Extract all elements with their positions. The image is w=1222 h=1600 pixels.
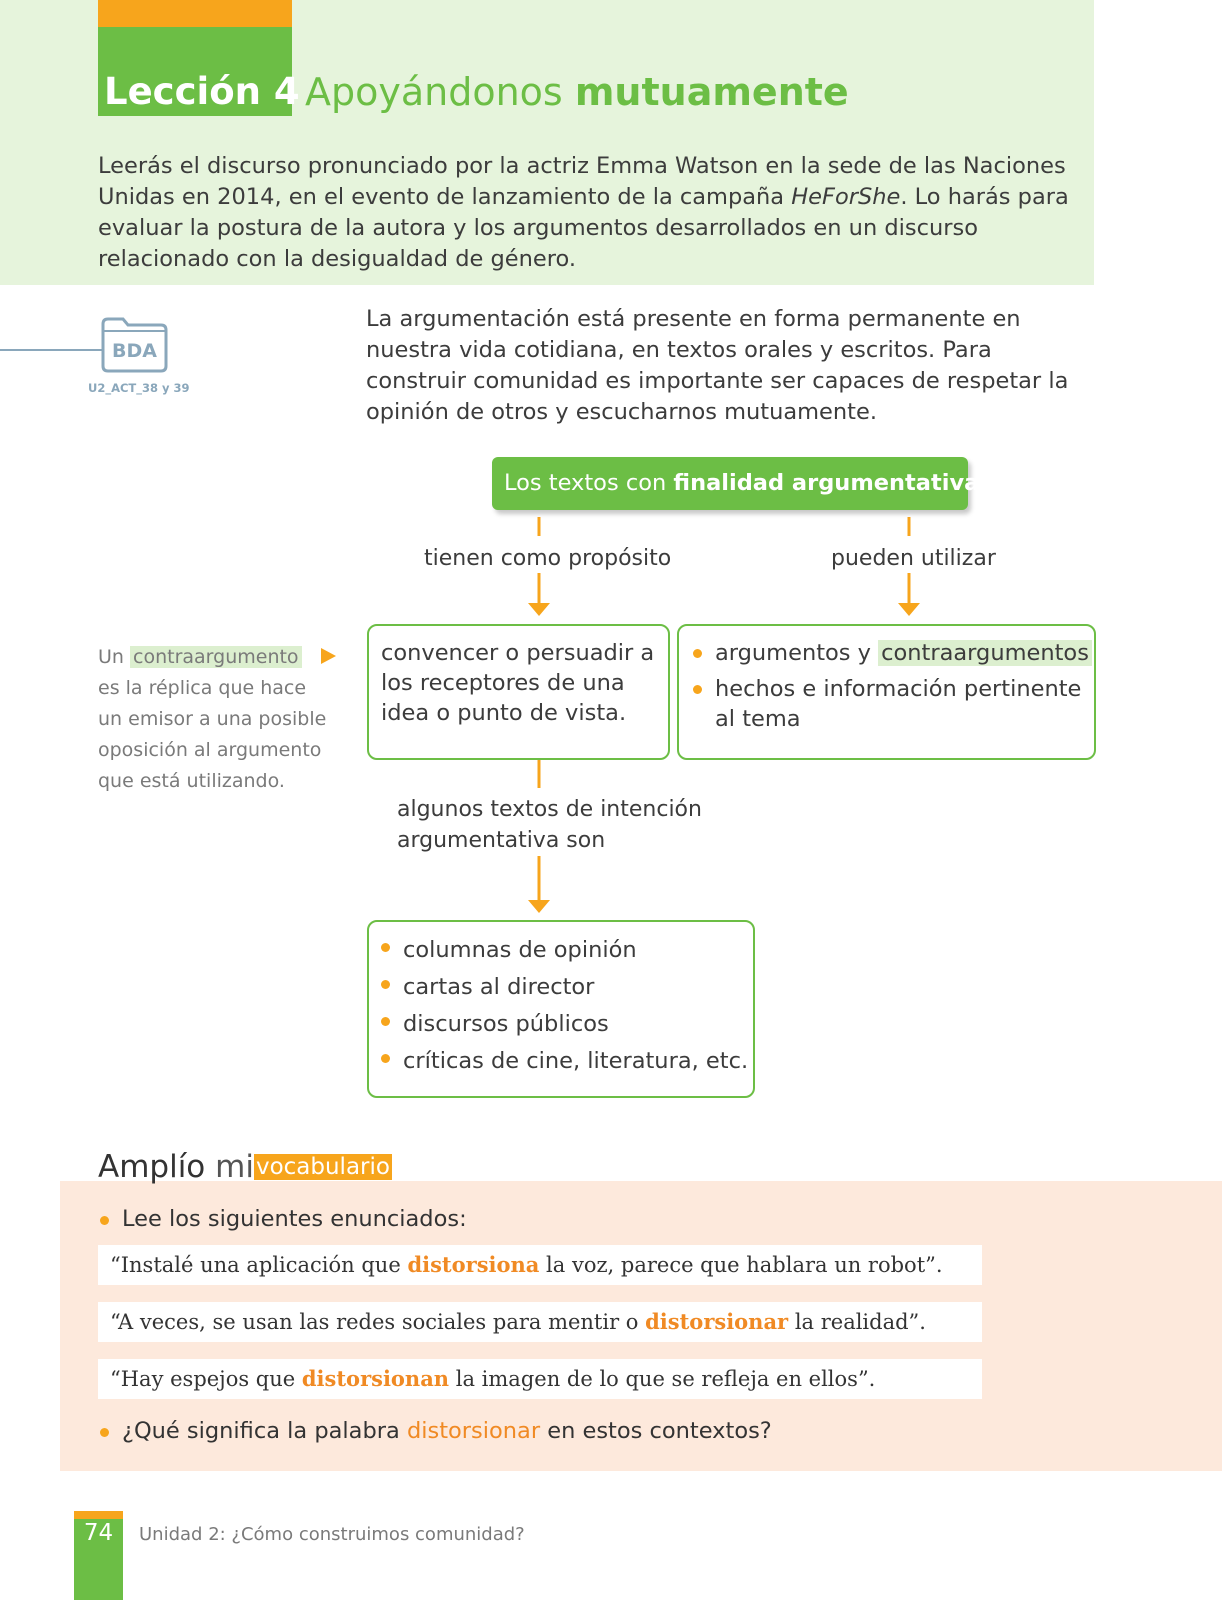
highlight-contraargumentos: contraargumentos: [878, 640, 1092, 666]
intro-paragraph: La argumentación está presente en forma permanente en nuestra vida cotidiana, en textos orales y escritos. Para construir comunidad es importante ser capaces de respetar la opinión de otros y escucharnos mutuamente.: [366, 306, 1069, 425]
vocabulary-instruction: Lee los siguientes enunciados:: [100, 1206, 467, 1232]
vocabulary-title-b: mi: [215, 1149, 254, 1185]
quote-text: la imagen de lo que se refleja en ellos”.: [449, 1367, 876, 1391]
quote-box: [98, 1245, 982, 1285]
lesson-title: [305, 70, 849, 114]
vocabulary-title: [98, 1149, 392, 1185]
side-note-text-a: Un: [98, 646, 130, 668]
page-number: 74: [83, 1520, 114, 1546]
example-item: discursos públicos: [381, 1006, 751, 1043]
examples-box: [367, 920, 755, 1098]
intro-text-a: Leerás el discurso pronunciado por la actriz Emma Watson en la sede de las Naciones Unidas en 2014, en el evento de lanzamiento de la campaña: [98, 153, 1066, 210]
quote-text: la realidad”.: [788, 1310, 926, 1334]
bda-label: BDA: [112, 340, 157, 362]
connector-examples: algunos textos de intención argumentativa son: [397, 797, 702, 853]
use-list: [693, 638, 1093, 734]
intro-campaign-name: HeForShe: [791, 184, 901, 210]
bda-folder-icon[interactable]: [99, 316, 169, 374]
examples-list: [381, 932, 751, 1080]
intro-text-b: . Lo harás para evaluar la postura de la autora y los argumentos desarrollados en un discurso relacionado con la desigualdad de género.: [98, 184, 1069, 272]
root-text-regular: Los textos con: [504, 470, 674, 496]
vocabulary-title-a: Amplío: [98, 1149, 206, 1185]
quote-keyword: distorsionar: [645, 1309, 789, 1334]
bda-code[interactable]: U2_ACT_38 y 39: [88, 381, 190, 395]
use-item-arguments: [693, 638, 1093, 668]
lesson-label: Lección 4: [104, 70, 300, 113]
quote-text: “A veces, se usan las redes sociales para mentir o: [110, 1310, 646, 1334]
connector-use: pueden utilizar: [831, 546, 996, 571]
bda-line: [0, 349, 102, 351]
highlight-contraargumento: contraargumento: [130, 646, 302, 668]
header-orange-tab: [98, 0, 292, 27]
connector-purpose: tienen como propósito: [424, 546, 672, 571]
quote-keyword: distorsiona: [407, 1252, 540, 1277]
vocabulary-question: [100, 1418, 772, 1444]
use-item-facts: hechos e información pertinente al tema: [693, 674, 1093, 734]
side-note-text-b: es la réplica que hace un emisor a una posible oposición al argumento que está utilizando.: [98, 677, 327, 792]
question-keyword: distorsionar: [406, 1418, 541, 1444]
footer-unit-text: Unidad 2: ¿Cómo construimos comunidad?: [139, 1524, 525, 1545]
arrow-head-right: [898, 603, 920, 616]
lesson-intro: [98, 151, 1088, 275]
example-item: críticas de cine, literatura, etc.: [381, 1043, 751, 1080]
quote-text: la voz, parece que hablara un robot”.: [539, 1253, 943, 1277]
side-note: [98, 642, 328, 797]
lesson-title-regular: Apoyándonos: [305, 70, 563, 114]
quote-text: “Instalé una aplicación que: [110, 1253, 408, 1277]
purpose-text: convencer o persuadir a los receptores de una idea o punto de vista.: [381, 640, 655, 726]
quote-box: [98, 1359, 982, 1399]
quote-box: [98, 1302, 982, 1342]
use-item-arguments-text: argumentos y: [715, 640, 879, 666]
vocabulary-title-label: vocabulario: [255, 1154, 390, 1180]
arrow-head-examples: [528, 900, 550, 913]
use-box: [677, 624, 1096, 760]
question-text-b: en estos contextos?: [540, 1418, 772, 1444]
quote-text: “Hay espejos que: [110, 1367, 302, 1391]
root-text-bold: finalidad argumentativa: [673, 470, 980, 496]
footer-orange-tab: [74, 1511, 123, 1519]
purpose-box: [367, 624, 670, 760]
lesson-badge: [98, 27, 300, 116]
lesson-title-bold: mutuamente: [574, 70, 849, 114]
question-text-a: ¿Qué significa la palabra: [122, 1418, 407, 1444]
example-item: cartas al director: [381, 969, 751, 1006]
concept-map-root: [492, 457, 980, 510]
quote-keyword: distorsionan: [301, 1366, 450, 1391]
example-item: columnas de opinión: [381, 932, 751, 969]
arrow-head-left: [528, 603, 550, 616]
